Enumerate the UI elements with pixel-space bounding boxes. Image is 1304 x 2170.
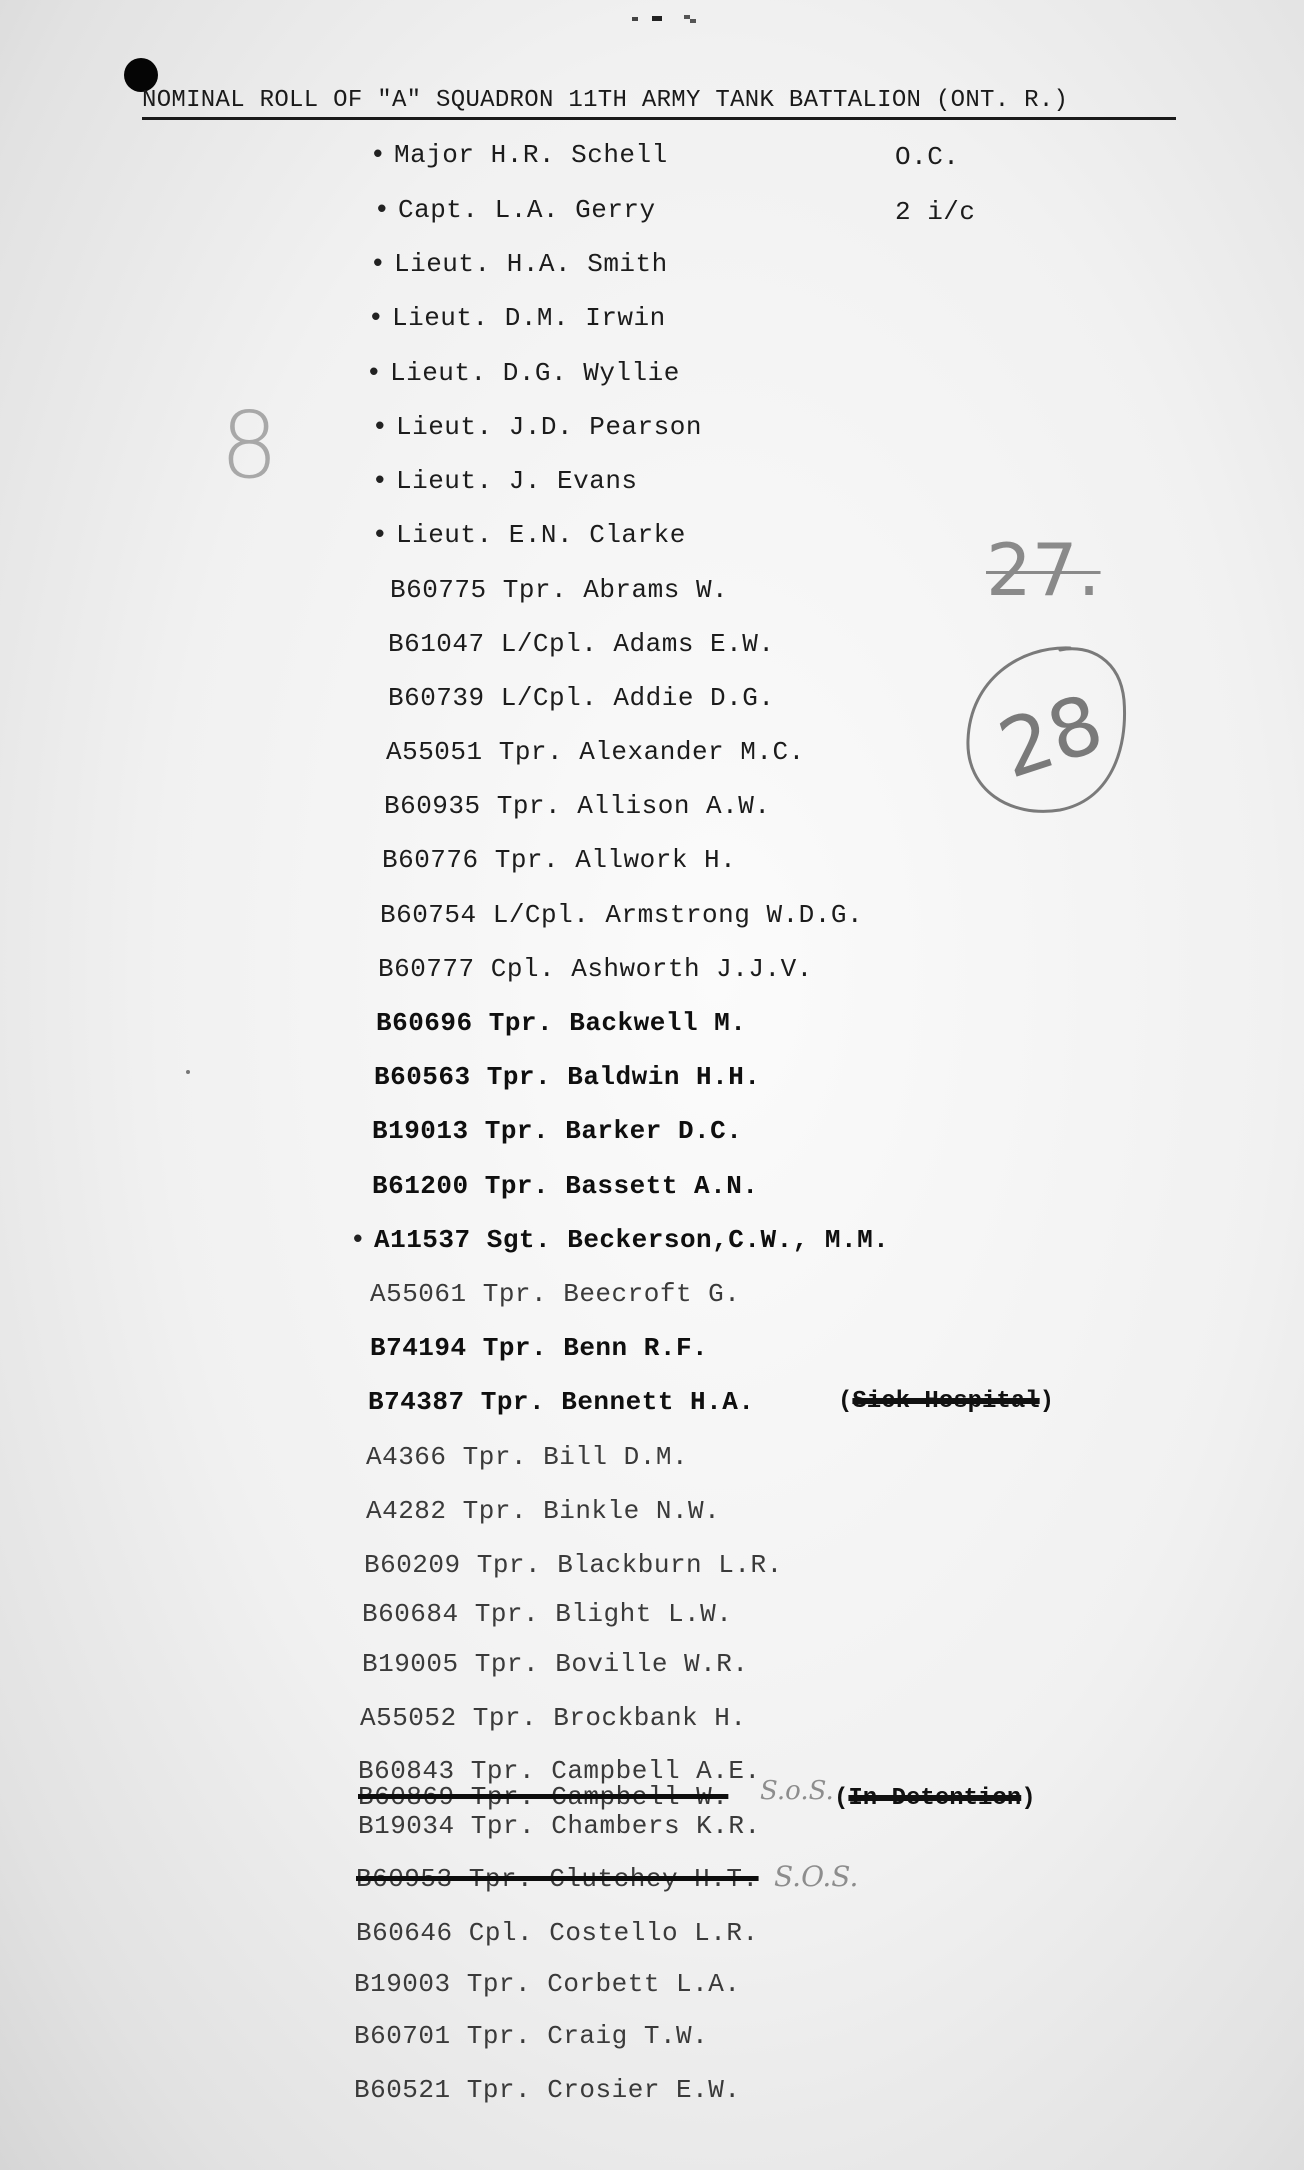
officer-row	[370, 247, 668, 281]
roll-entry	[356, 1916, 759, 1950]
roll-entry-text: B60776 Tpr. Allwork H.	[382, 845, 737, 875]
roll-entry	[384, 789, 770, 823]
officer-name: Lieut. D.M. Irwin	[392, 303, 666, 333]
roll-entry-text: B60521 Tpr. Crosier E.W.	[354, 2075, 741, 2105]
roll-entry-text: B61047 L/Cpl. Adams E.W.	[388, 629, 775, 659]
bullet: •	[368, 303, 385, 333]
bullet: •	[374, 195, 391, 225]
roll-entry-text: B60953 Tpr. Clutchey H.T.	[356, 1864, 759, 1894]
roll-entry	[350, 1223, 889, 1257]
bullet: •	[372, 466, 389, 496]
roll-entry-text: A55051 Tpr. Alexander M.C.	[386, 737, 805, 767]
roll-entry	[362, 1647, 748, 1681]
roll-entry	[372, 1114, 742, 1148]
top-ink-marks	[630, 12, 710, 26]
bullet: •	[372, 520, 389, 550]
roll-entry	[366, 1494, 720, 1528]
roll-entry-struck	[356, 1862, 759, 1896]
roll-entry-text: B60777 Cpl. Ashworth J.J.V.	[378, 954, 813, 984]
officer-row	[372, 464, 638, 498]
page-title: NOMINAL ROLL OF "A" SQUADRON 11TH ARMY TANK BATTALION (ONT. R.)	[142, 87, 1069, 114]
bullet: •	[372, 412, 389, 442]
roll-entry	[390, 573, 728, 607]
officer-row	[372, 518, 686, 552]
roll-entry	[366, 1440, 688, 1474]
struck-note-text: In Detention	[848, 1785, 1022, 1812]
roll-entry	[380, 898, 863, 932]
ink-speck	[184, 1068, 192, 1076]
roll-entry-text: A11537 Sgt. Beckerson,C.W., M.M.	[374, 1225, 890, 1255]
pencil-count-circled: 28	[988, 676, 1114, 797]
officer-name: Major H.R. Schell	[394, 140, 668, 170]
roll-entry	[362, 1597, 732, 1631]
officer-name: Capt. L.A. Gerry	[398, 195, 656, 225]
roll-entry-text: B60775 Tpr. Abrams W.	[390, 575, 729, 605]
roll-entry-text: B60869 Tpr. Campbell W.	[358, 1782, 729, 1812]
title-underline	[142, 117, 1176, 120]
roll-entry-text: B60754 L/Cpl. Armstrong W.D.G.	[380, 900, 864, 930]
roll-entry-text: A55052 Tpr. Brockbank H.	[360, 1703, 747, 1733]
struck-status-note: (In Detention)	[834, 1785, 1036, 1812]
struck-status-note: (Sick Hospital)	[838, 1388, 1055, 1415]
roll-entry-text: B60209 Tpr. Blackburn L.R.	[364, 1550, 783, 1580]
roll-entry-text: B60563 Tpr. Baldwin H.H.	[374, 1062, 761, 1092]
officer-name: Lieut. H.A. Smith	[394, 249, 668, 279]
officer-name: Lieut. J.D. Pearson	[396, 412, 702, 442]
roll-entry	[374, 1060, 760, 1094]
roll-entry-text: B19005 Tpr. Boville W.R.	[362, 1649, 749, 1679]
roll-entry-text: A4282 Tpr. Binkle N.W.	[366, 1496, 721, 1526]
officer-role: 2 i/c	[895, 197, 976, 227]
officer-row	[370, 138, 668, 172]
roll-entry	[354, 2019, 708, 2053]
roll-entry-text: B74387 Tpr. Bennett H.A.	[368, 1387, 755, 1417]
bullet: •	[370, 249, 387, 279]
bullet: •	[366, 358, 383, 388]
roll-entry-text: B19013 Tpr. Barker D.C.	[372, 1116, 743, 1146]
pencil-officer-count: 8	[220, 392, 279, 499]
officer-name: Lieut. J. Evans	[396, 466, 638, 496]
roll-entry	[354, 2073, 740, 2107]
roll-entry	[354, 1967, 740, 2001]
roll-entry	[376, 1006, 746, 1040]
roll-entry	[360, 1701, 746, 1735]
roll-entry	[358, 1809, 761, 1843]
roll-entry-text: B60684 Tpr. Blight L.W.	[362, 1599, 733, 1629]
officer-row	[372, 410, 702, 444]
roll-entry-text: B60843 Tpr. Campbell A.E.	[358, 1756, 761, 1786]
bullet: •	[350, 1225, 367, 1255]
roll-entry	[388, 681, 774, 715]
roll-entry-text: B19034 Tpr. Chambers K.R.	[358, 1811, 761, 1841]
officer-row	[368, 301, 666, 335]
roll-entry-text: B60739 L/Cpl. Addie D.G.	[388, 683, 775, 713]
roll-entry	[378, 952, 813, 986]
roll-entry	[370, 1331, 708, 1365]
roll-entry	[386, 735, 805, 769]
roll-entry-text: B60696 Tpr. Backwell M.	[376, 1008, 747, 1038]
officer-role: O.C.	[895, 142, 960, 172]
roll-entry-text: A55061 Tpr. Beecroft G.	[370, 1279, 741, 1309]
pencil-annotation-sos: S.o.S.	[760, 1776, 834, 1806]
pencil-count-struck: 27.	[986, 528, 1101, 612]
roll-entry-text: B61200 Tpr. Bassett A.N.	[372, 1171, 759, 1201]
roll-entry	[388, 627, 774, 661]
roll-entry-text: B60935 Tpr. Allison A.W.	[384, 791, 771, 821]
roll-entry	[372, 1169, 758, 1203]
bullet: •	[370, 140, 387, 170]
roll-entry	[364, 1548, 783, 1582]
officer-name: Lieut. E.N. Clarke	[396, 520, 686, 550]
struck-note-text: Sick Hospital	[852, 1388, 1040, 1415]
officer-row	[366, 356, 680, 390]
officer-row	[374, 193, 656, 227]
pencil-annotation-sos: S.O.S.	[774, 1860, 859, 1893]
roll-entry-text: B60646 Cpl. Costello L.R.	[356, 1918, 759, 1948]
roll-entry	[368, 1385, 754, 1419]
roll-entry-text: A4366 Tpr. Bill D.M.	[366, 1442, 689, 1472]
roll-entry-text: B60701 Tpr. Craig T.W.	[354, 2021, 709, 2051]
roll-entry	[370, 1277, 740, 1311]
roll-entry	[382, 843, 736, 877]
roll-entry-text: B74194 Tpr. Benn R.F.	[370, 1333, 709, 1363]
officer-name: Lieut. D.G. Wyllie	[390, 358, 680, 388]
roll-entry-text: B19003 Tpr. Corbett L.A.	[354, 1969, 741, 1999]
